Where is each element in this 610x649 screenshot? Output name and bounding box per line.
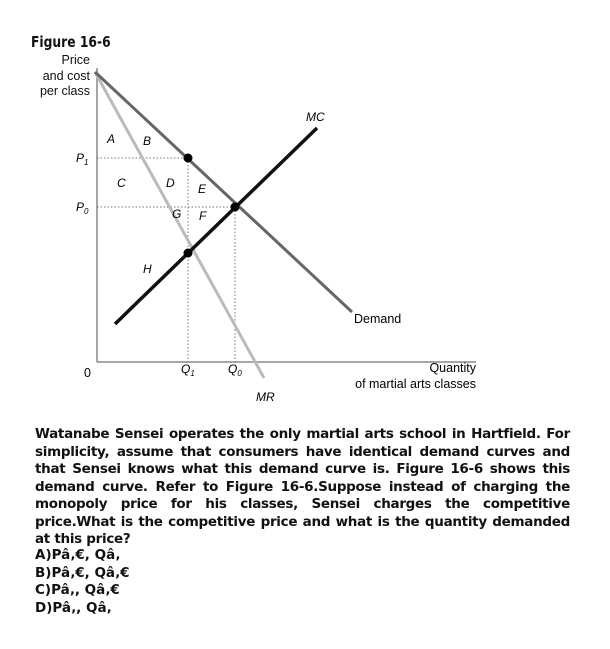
region-h-label: H [143, 262, 152, 276]
region-a-label: A [107, 132, 116, 146]
x-axis-label-line: of martial arts classes [355, 377, 476, 391]
answer-options [35, 547, 130, 617]
region-f-label: F [199, 209, 207, 223]
y-axis-label-line: per class [39, 84, 90, 98]
region-g-label: G [172, 207, 182, 221]
monopoly-point [184, 154, 193, 163]
mr-mc-intersection-point [184, 249, 193, 258]
figure-title: Figure 16-6 [31, 33, 111, 51]
question-text: Watanabe Sensei operates the only martial arts school in Hartfield. For simplicity, assume that consumers have identical demand curves and that Sensei knows what this demand curve is. Figure 16-6 shows this demand curve. Refer to Figure 16-6.Suppose instead of charging the monopoly price for his classes, Sensei charges the competitive price.What is the competitive price and what is the quantity demanded at this price? [35, 426, 570, 547]
region-b-label: B [143, 134, 152, 148]
competitive-point [231, 203, 240, 212]
demand-curve [95, 72, 352, 312]
demand-label: Demand [354, 312, 402, 326]
region-e-label: E [198, 182, 207, 196]
mr-label: MR [256, 390, 275, 404]
y-axis-label-line: and cost [42, 68, 90, 83]
answer-option-c[interactable]: C)Pâ‚, Qâ‚€ [35, 582, 120, 598]
region-d-label: D [166, 176, 175, 190]
mc-label: MC [306, 110, 325, 124]
region-c-label: C [117, 176, 126, 190]
p0-label: $P_0$ [76, 200, 89, 216]
q1-label: $Q_1$ [181, 362, 195, 378]
x-axis-label-line: Quantity [429, 361, 476, 375]
answer-option-d[interactable]: D)Pâ‚, Qâ‚ [35, 599, 112, 616]
p1-label: $P_1$ [76, 151, 89, 167]
q0-label: $Q_0$ [228, 362, 242, 378]
y-axis-label-line: Price [61, 53, 90, 67]
answer-option-b[interactable]: B)Pâ‚€, Qâ‚€ [35, 564, 130, 581]
origin-label: 0 [84, 366, 91, 380]
answer-option-a[interactable]: A)Pâ‚€, Qâ‚ [35, 547, 121, 563]
mc-curve [115, 128, 317, 324]
mr-curve [95, 72, 264, 378]
